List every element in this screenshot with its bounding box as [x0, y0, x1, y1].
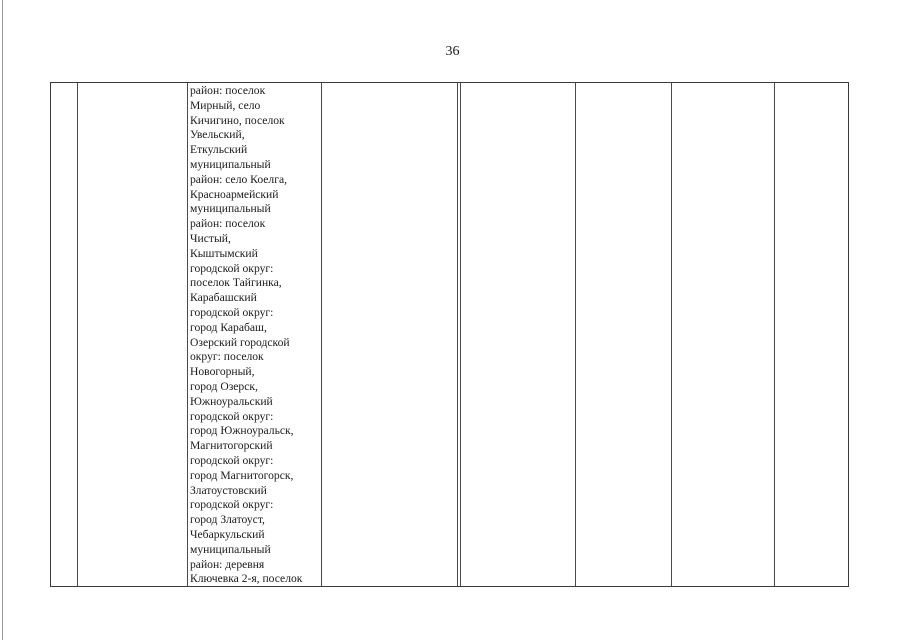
cell-text-line: Чистый,	[190, 231, 231, 245]
table-column-divider	[321, 83, 322, 586]
cell-text-line: город Златоуст,	[190, 513, 265, 527]
cell-text-line: Чебаркульский	[190, 527, 265, 541]
cell-text-line: Магнитогорский	[190, 439, 273, 453]
cell-text-line: Увельский,	[190, 128, 245, 142]
cell-text-line: муниципальный	[190, 202, 271, 216]
cell-text-line: Озерский городской	[190, 335, 290, 349]
cell-text-line: городской округ:	[190, 261, 274, 275]
cell-text-line: Кичигино, поселок	[190, 113, 285, 127]
cell-text-line: округ: поселок	[190, 350, 264, 364]
table-column-divider	[774, 83, 775, 586]
cell-text-line: поселок Тайгинка,	[190, 276, 282, 290]
cell-text-line: Ключевка 2-я, поселок	[190, 572, 303, 586]
table-column-divider	[575, 83, 576, 586]
cell-text-line: район: село Коелга,	[190, 172, 288, 186]
cell-text-line: район: поселок	[190, 217, 266, 231]
cell-text-line: район: поселок	[190, 84, 266, 97]
cell-text-line: город Карабаш,	[190, 320, 267, 334]
cell-text-line: Южноуральский	[190, 394, 273, 408]
table-column-divider	[460, 83, 461, 586]
cell-text-line: город Южноуральск,	[190, 424, 294, 438]
cell-text-line: городской округ:	[190, 305, 274, 319]
scan-edge-line	[2, 0, 3, 640]
cell-text-line: городской округ:	[190, 498, 274, 512]
table-column-divider	[671, 83, 672, 586]
cell-text-line: Мирный, село	[190, 98, 261, 112]
cell-text-line: Красноармейский	[190, 187, 279, 201]
page-number: 36	[445, 44, 460, 59]
table-column-divider	[77, 83, 78, 586]
cell-text-line: городской округ:	[190, 409, 274, 423]
cell-text-line: район: деревня	[190, 557, 265, 571]
cell-text-line: город Озерск,	[190, 379, 258, 393]
cell-text-line: Еткульский	[190, 143, 248, 157]
cell-text-line: Кыштымский	[190, 246, 258, 260]
cell-text-line: Златоустовский	[190, 483, 267, 497]
document-table	[50, 82, 849, 587]
cell-text-line: муниципальный	[190, 157, 271, 171]
cell-text-line: город Магнитогорск,	[190, 468, 294, 482]
table-column-divider	[187, 83, 188, 586]
cell-text-line: муниципальный	[190, 542, 271, 556]
cell-text-line: Новогорный,	[190, 365, 255, 379]
table-cell-settlements	[190, 84, 320, 587]
table-column-divider	[457, 83, 458, 586]
cell-text-line: городской округ:	[190, 453, 274, 467]
cell-text-line: Карабашский	[190, 291, 257, 305]
